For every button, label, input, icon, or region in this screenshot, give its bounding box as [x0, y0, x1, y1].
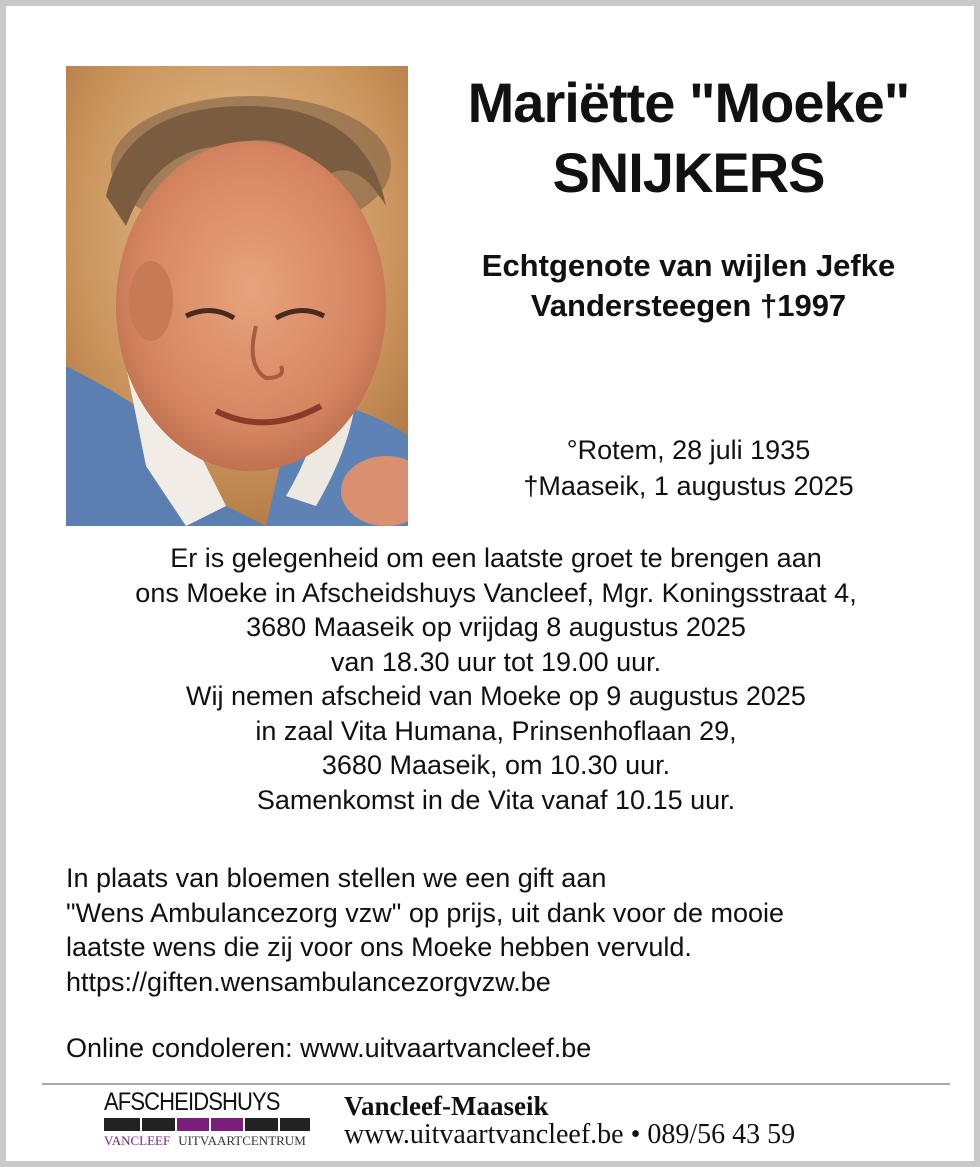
donation-line: In plaats van bloemen stellen we een gift aan	[66, 863, 607, 893]
name-line-2: SNIJKERS	[552, 141, 825, 204]
condolences-text[interactable]: Online condoleren: www.uitvaartvancleef.be	[66, 1033, 592, 1063]
logo-sub-right: UITVAARTCENTRUM	[178, 1133, 306, 1148]
donation-line: "Wens Ambulancezorg vzw" op prijs, uit dank voor de mooie	[66, 897, 785, 928]
announcement-line: Samenkomst in de Vita vanaf 10.15 uur.	[256, 784, 736, 815]
death-date: †Maaseik, 1 augustus 2025	[523, 471, 854, 501]
donation-text	[66, 861, 956, 999]
announcement-line: 3680 Maaseik, om 10.30 uur.	[321, 750, 671, 780]
footer-divider	[42, 1083, 950, 1085]
announcement-line: 3680 Maaseik op vrijdag 8 augustus 2025	[246, 612, 746, 642]
spouse-info	[411, 246, 966, 326]
spouse-line-1: Echtgenote van wijlen Jefke	[481, 248, 896, 283]
logo-title: AFSCHEIDSHUYS	[104, 1088, 280, 1116]
logo-subtitle	[104, 1133, 314, 1149]
announcement-text	[36, 541, 956, 817]
afscheidshuys-logo	[104, 1088, 314, 1150]
deceased-name	[411, 68, 966, 208]
name-line-1: Mariëtte "Moeke"	[467, 71, 910, 134]
donation-link[interactable]: https://giften.wensambulancezorgvzw.be	[66, 966, 551, 997]
company-contact[interactable]: www.uitvaartvancleef.be • 089/56 43 59	[344, 1119, 796, 1150]
birth-date: °Rotem, 28 juli 1935	[566, 435, 811, 465]
announcement-line: ons Moeke in Afscheidshuys Vancleef, Mgr. Koningsstraat 4,	[135, 577, 857, 608]
life-dates	[411, 432, 966, 504]
logo-bar	[104, 1118, 310, 1131]
company-name: Vancleef-Maaseik	[344, 1091, 549, 1121]
portrait-photo	[66, 66, 408, 526]
announcement-line: in zaal Vita Humana, Prinsenhoflaan 29,	[255, 715, 737, 746]
logo-sub-left: VANCLEEF	[104, 1133, 171, 1148]
spouse-line-2: Vandersteegen †1997	[530, 288, 847, 323]
announcement-line: Er is gelegenheid om een laatste groet te brengen aan	[170, 543, 822, 573]
donation-line: laatste wens die zij voor ons Moeke hebben vervuld.	[66, 932, 692, 962]
announcement-line: van 18.30 uur tot 19.00 uur.	[330, 646, 662, 677]
announcement-line: Wij nemen afscheid van Moeke op 9 augustus 2025	[186, 681, 806, 711]
